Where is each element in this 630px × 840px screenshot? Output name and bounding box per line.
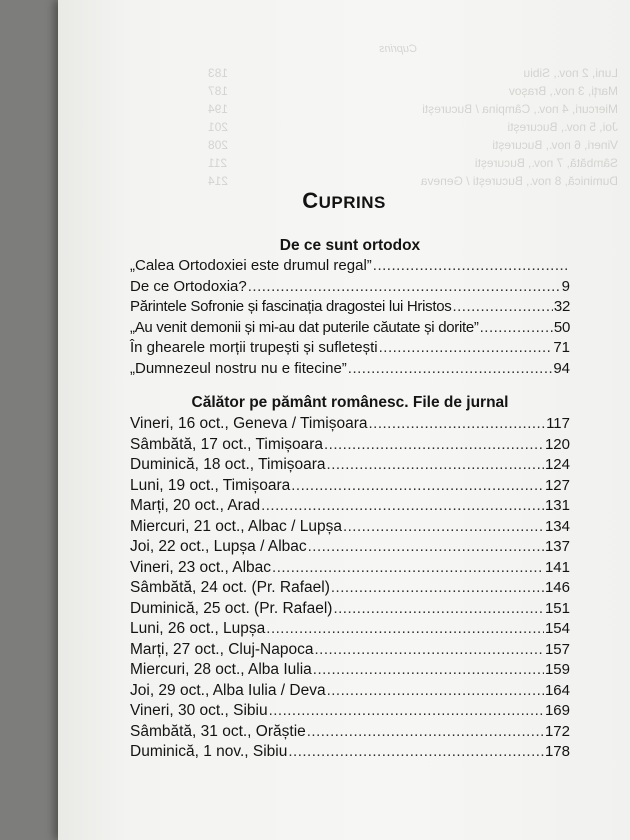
toc-entry — [130, 496, 570, 517]
entry-page: 50 — [553, 318, 570, 336]
entry-page: 141 — [544, 558, 570, 576]
table-of-contents — [130, 236, 570, 763]
entry-page: 146 — [544, 579, 570, 596]
entry-label: Sâmbătă, 17 oct., Timișoara — [130, 435, 323, 453]
entry-label: Duminică, 18 oct., Timișoara — [130, 456, 326, 473]
entry-page: 117 — [546, 415, 570, 432]
dot-leader — [291, 476, 544, 497]
bleed-page: 214 — [208, 174, 229, 188]
entry-label: Joi, 22 oct., Lupșa / Albac — [130, 538, 307, 555]
page-title — [58, 188, 630, 214]
bleed-label: Sâmbătă, 7 nov., București — [474, 156, 618, 170]
bleed-label: Joi, 5 nov., București — [507, 120, 618, 134]
entry-label: Joi, 29 oct., Alba Iulia / Deva — [130, 681, 326, 699]
entry-label: Duminică, 25 oct. (Pr. Rafael) — [130, 599, 333, 617]
dot-leader — [272, 558, 544, 579]
toc-entry — [130, 277, 570, 298]
entry-label: Vineri, 16 oct., Geneva / Timișoara — [130, 415, 368, 432]
bleed-label: Luni, 2 nov., Sibiu — [523, 66, 618, 80]
book-page — [58, 0, 630, 840]
entry-page: 32 — [553, 298, 570, 315]
dot-leader — [266, 619, 544, 640]
entry-page: 164 — [544, 681, 570, 699]
dot-leader — [369, 414, 546, 435]
dot-leader — [373, 256, 569, 277]
bleed-through-text — [178, 40, 618, 190]
entry-label: Duminică, 1 nov., Sibiu — [130, 743, 288, 760]
toc-entry — [130, 435, 570, 456]
title-initial: C — [302, 188, 319, 213]
section-heading: Călător pe pământ românesc. File de jurnal — [191, 394, 509, 411]
dot-leader — [379, 338, 553, 359]
entry-page: 137 — [544, 538, 570, 555]
bleed-page: 187 — [208, 84, 229, 98]
entry-label: Vineri, 23 oct., Albac — [130, 558, 272, 576]
toc-entry — [130, 297, 570, 318]
entry-label: Luni, 19 oct., Timișoara — [130, 476, 291, 494]
entry-label: Vineri, 30 oct., Sibiu — [130, 702, 268, 719]
toc-entry — [130, 476, 570, 497]
bleed-label: Miercuri, 4 nov., Câmpina / București — [422, 102, 618, 116]
dot-leader — [308, 537, 544, 558]
bleed-row — [208, 82, 618, 100]
entry-page: 94 — [553, 359, 570, 377]
toc-entry — [130, 578, 570, 599]
bleed-label: Vineri, 6 nov., București — [492, 138, 618, 152]
entry-page: 131 — [544, 497, 570, 514]
toc-entry — [130, 517, 570, 538]
entry-label: Marți, 20 oct., Arad — [130, 497, 261, 514]
bleed-page: 208 — [208, 138, 229, 152]
entry-label: Sâmbătă, 24 oct. (Pr. Rafael) — [130, 579, 330, 596]
toc-entry — [130, 640, 570, 661]
dot-leader — [261, 496, 544, 517]
entry-label: Marți, 27 oct., Cluj-Napoca — [130, 640, 314, 658]
entry-page: 9 — [561, 277, 570, 295]
entry-label: „Au venit demonii și mi-au dat puterile căutate și dorite” — [130, 318, 479, 336]
dot-leader — [307, 722, 544, 743]
entry-page: 157 — [544, 640, 570, 658]
bleed-page: 211 — [208, 156, 228, 170]
entry-page: 169 — [544, 702, 570, 719]
entry-label: Miercuri, 28 oct., Alba Iulia — [130, 661, 312, 678]
dot-leader — [327, 681, 544, 702]
dot-leader — [452, 297, 552, 318]
bleed-page: 201 — [208, 120, 229, 134]
bleed-page: 194 — [208, 102, 229, 116]
title-rest: UPRINS — [318, 193, 386, 212]
dot-leader — [313, 660, 544, 681]
bleed-row — [208, 118, 618, 136]
entry-label: Părintele Sofronie și fascinația dragostei lui Hristos — [130, 298, 452, 315]
entry-label: „Calea Ortodoxiei este drumul regal” — [130, 257, 372, 274]
dot-leader — [315, 640, 544, 661]
entry-label: „Dumnezeul nostru nu e fitecine” — [130, 359, 347, 377]
bleed-row — [208, 136, 618, 154]
entry-label: Luni, 26 oct., Lupșa — [130, 620, 266, 637]
toc-entry — [130, 558, 570, 579]
bleed-row — [208, 64, 618, 82]
bleed-label: Marți, 3 nov., Brașov — [508, 84, 618, 98]
dot-leader — [343, 517, 544, 538]
entry-label: Sâmbătă, 31 oct., Orăștie — [130, 722, 306, 740]
toc-entry — [130, 619, 570, 640]
bleed-row — [208, 100, 618, 118]
dot-leader — [480, 318, 553, 339]
bleed-page: 183 — [208, 66, 229, 80]
entry-page: 124 — [544, 456, 570, 473]
entry-page: 154 — [544, 620, 570, 637]
entry-page: 159 — [544, 661, 570, 678]
dot-leader — [248, 277, 561, 298]
toc-entry — [130, 722, 570, 743]
toc-entry — [130, 414, 570, 435]
toc-entry — [130, 537, 570, 558]
entry-label: De ce Ortodoxia? — [130, 277, 247, 295]
dot-leader — [331, 578, 544, 599]
entry-label: Miercuri, 21 oct., Albac / Lupșa — [130, 517, 342, 535]
toc-entry — [130, 256, 570, 277]
dot-leader — [327, 455, 544, 476]
toc-entry — [130, 742, 570, 763]
entry-page: 178 — [544, 743, 570, 760]
dot-leader — [333, 599, 544, 620]
entry-page: 120 — [544, 435, 570, 453]
dot-leader — [324, 435, 544, 456]
toc-entry — [130, 660, 570, 681]
bleed-label: Duminică, 8 nov., București / Geneva — [420, 174, 618, 188]
entry-page: 127 — [544, 476, 570, 494]
toc-entry — [130, 701, 570, 722]
bleed-header: Cuprins — [379, 43, 417, 55]
toc-entry — [130, 455, 570, 476]
entry-label: În ghearele morții trupești și sufletești — [130, 339, 378, 356]
dot-leader — [288, 742, 544, 763]
toc-entry — [130, 681, 570, 702]
toc-entry — [130, 318, 570, 339]
entry-page: 71 — [553, 339, 570, 356]
entry-page: 172 — [544, 722, 570, 740]
toc-entry — [130, 338, 570, 359]
entry-page: 151 — [544, 599, 570, 617]
dot-leader — [269, 701, 544, 722]
entry-page: 134 — [544, 517, 570, 535]
dot-leader — [348, 359, 553, 380]
bleed-row — [208, 154, 618, 172]
toc-entry — [130, 359, 570, 380]
toc-entry — [130, 599, 570, 620]
section-heading: De ce sunt ortodox — [279, 237, 421, 254]
